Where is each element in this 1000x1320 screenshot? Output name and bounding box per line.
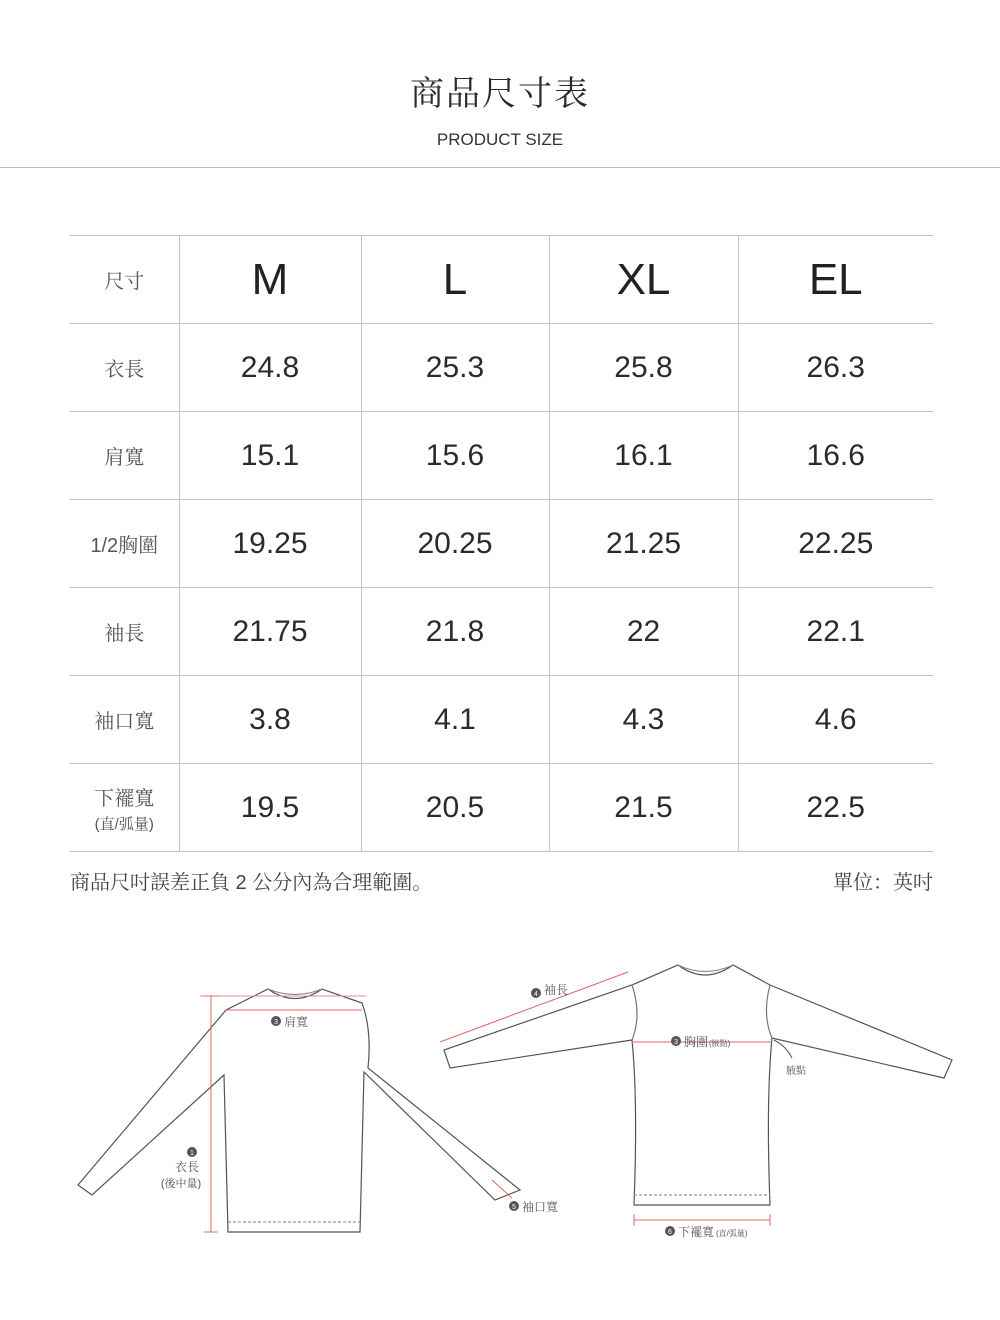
- row-label: 肩寬: [70, 412, 179, 500]
- table-cell: 25.3: [361, 324, 549, 412]
- table-cell: 21.8: [361, 588, 549, 676]
- row-label: 袖長: [70, 588, 179, 676]
- hem-sub-label: (直/弧量): [716, 1229, 748, 1238]
- cuff-label: 袖口寬: [522, 1200, 559, 1214]
- sleeve-label: 袖長: [544, 983, 569, 997]
- badge-number: 5: [512, 1204, 516, 1211]
- corner-label: 尺寸: [70, 236, 179, 324]
- length-sub-label: (後中量): [160, 1178, 202, 1190]
- table-cell: 22.1: [738, 588, 933, 676]
- unit-label: 單位：英吋: [833, 872, 933, 894]
- shoulder-label: 肩寬: [284, 1015, 309, 1029]
- row-label: 1/2胸圍: [70, 500, 179, 588]
- length-measure: [204, 996, 218, 1232]
- table-row-chest: [70, 500, 933, 588]
- row-label: [70, 764, 179, 852]
- size-header-l: L: [361, 236, 549, 324]
- table-cell: 22.5: [738, 764, 933, 852]
- shoulder-measure: [200, 996, 366, 1010]
- sleeve-measure: [440, 972, 628, 1042]
- chest-sub-label: (腋點): [709, 1039, 731, 1048]
- table-cell: 22.25: [738, 500, 933, 588]
- table-cell: 19.5: [179, 764, 361, 852]
- badge-number: 1: [190, 1150, 194, 1157]
- badge-number: 3: [274, 1019, 278, 1026]
- length-label: 衣長: [174, 1160, 200, 1174]
- table-row-length: [70, 324, 933, 412]
- table-cell: 16.1: [549, 412, 738, 500]
- table-cell: 20.5: [361, 764, 549, 852]
- size-header-el: EL: [738, 236, 933, 324]
- front-view-shirt: [444, 965, 952, 1205]
- table-cell: 3.8: [179, 676, 361, 764]
- size-header-m: M: [179, 236, 361, 324]
- badge-number: 4: [534, 991, 538, 998]
- size-table: [70, 235, 933, 852]
- table-row-shoulder: [70, 412, 933, 500]
- table-cell: 15.6: [361, 412, 549, 500]
- table-cell: 4.6: [738, 676, 933, 764]
- hem-label: 下襬寬: [678, 1225, 715, 1239]
- table-row-sleeve: [70, 588, 933, 676]
- table-cell: 24.8: [179, 324, 361, 412]
- table-cell: 25.8: [549, 324, 738, 412]
- page-subtitle: PRODUCT SIZE: [436, 130, 564, 149]
- table-cell: 22: [549, 588, 738, 676]
- page-title: 商品尺寸表: [410, 75, 590, 113]
- table-cell: 21.25: [549, 500, 738, 588]
- table-cell: 21.75: [179, 588, 361, 676]
- table-cell: 21.5: [549, 764, 738, 852]
- table-header-row: [70, 236, 933, 324]
- armpit-label: 腋點: [786, 1066, 806, 1077]
- badge-number: 6: [668, 1229, 672, 1236]
- badge-number: 3: [674, 1039, 678, 1046]
- row-label: 衣長: [70, 324, 179, 412]
- measurement-diagram: [0, 930, 1000, 1270]
- table-cell: 4.1: [361, 676, 549, 764]
- table-row-cuff: [70, 676, 933, 764]
- row-label-main: 下襬寬: [94, 787, 155, 810]
- size-header-xl: XL: [549, 236, 738, 324]
- table-cell: 15.1: [179, 412, 361, 500]
- table-cell: 26.3: [738, 324, 933, 412]
- armpit-pointer: [774, 1040, 792, 1058]
- table-cell: 4.3: [549, 676, 738, 764]
- table-cell: 20.25: [361, 500, 549, 588]
- header-divider: [0, 167, 1000, 168]
- table-cell: 19.25: [179, 500, 361, 588]
- cuff-measure: [492, 1180, 512, 1198]
- table-cell: 16.6: [738, 412, 933, 500]
- tolerance-note: 商品尺吋誤差正負 2 公分內為合理範圍。: [70, 872, 433, 894]
- row-label: 袖口寬: [70, 676, 179, 764]
- table-row-hem: [70, 764, 933, 852]
- row-label-sub: (直/弧量): [94, 815, 154, 833]
- chest-label: 胸圍: [684, 1035, 709, 1049]
